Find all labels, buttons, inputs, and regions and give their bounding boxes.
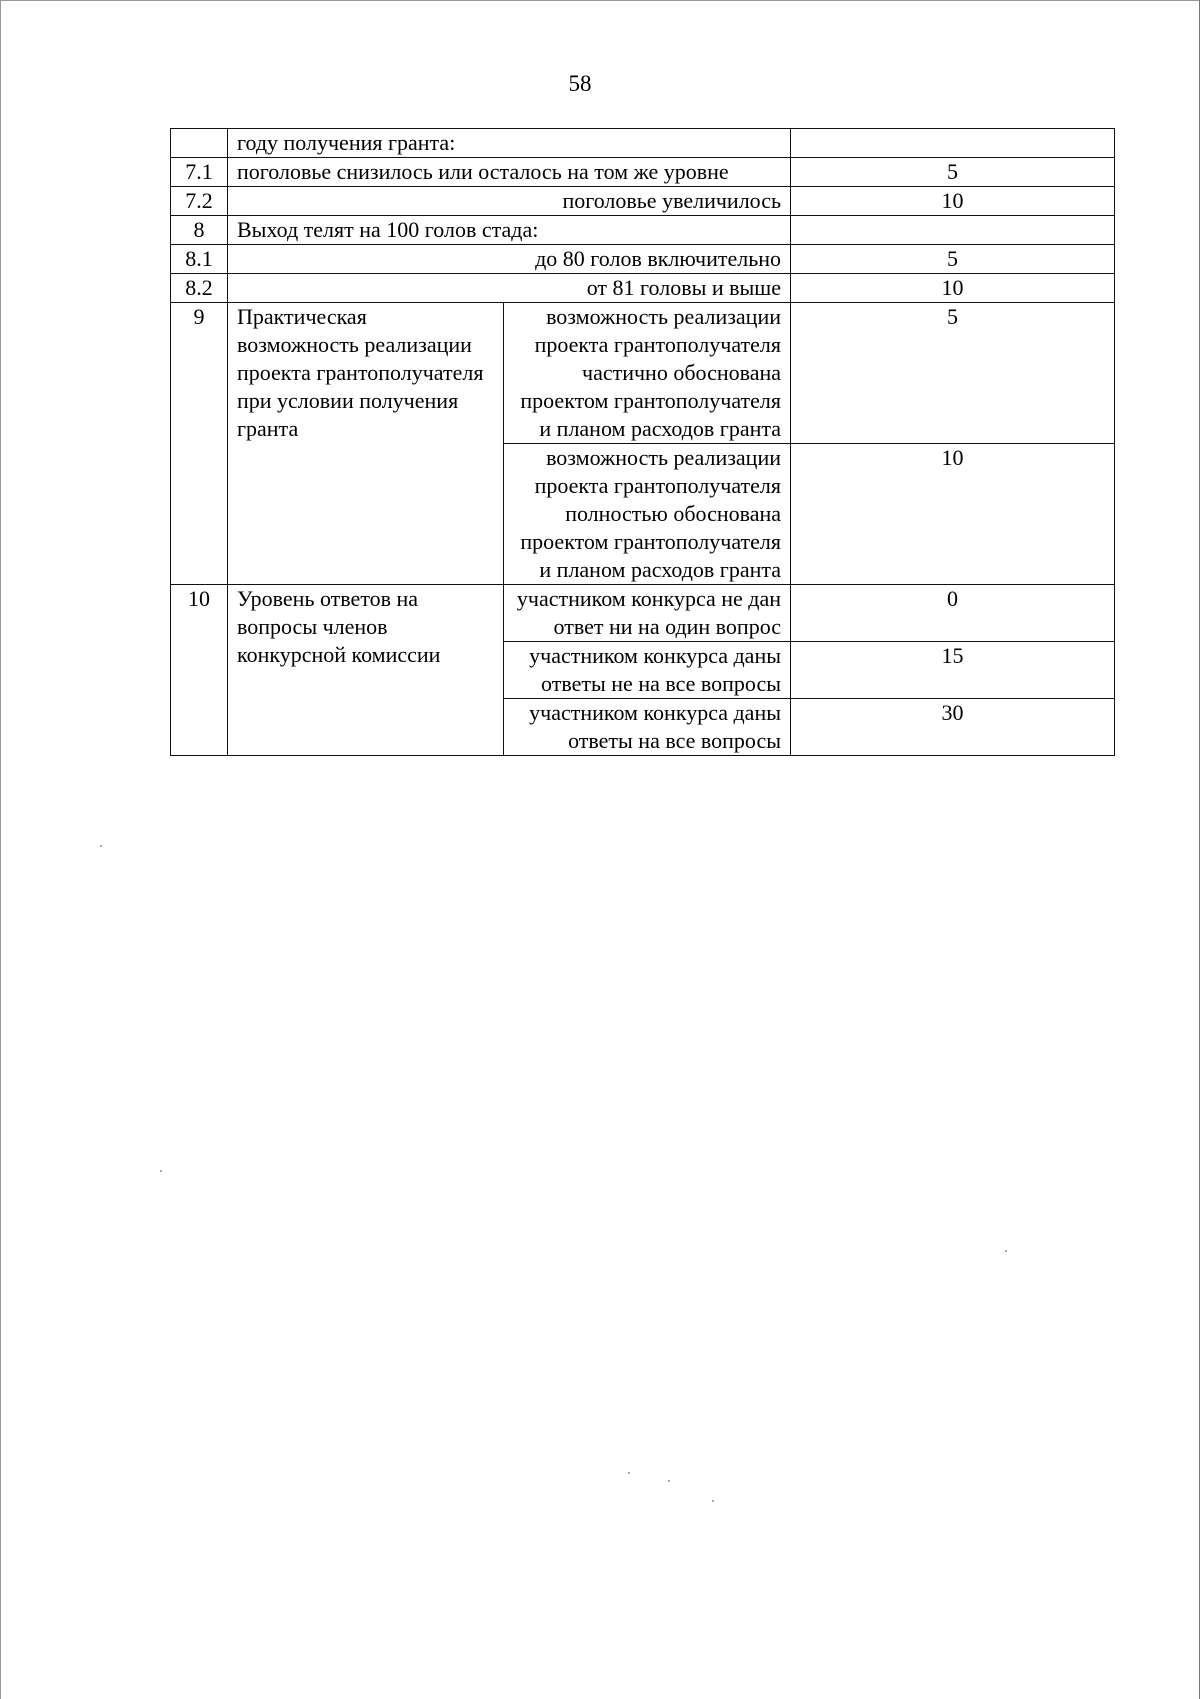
grant-criteria-table bbox=[170, 128, 1115, 756]
row-text: от 81 головы и выше bbox=[228, 274, 791, 303]
option-points: 10 bbox=[791, 444, 1115, 585]
scan-speck bbox=[668, 1480, 670, 1482]
criterion-text: Практическая возможность реализации проекта грантополучателя при условии получения гранта bbox=[228, 303, 504, 585]
row-number: 9 bbox=[171, 303, 228, 585]
row-text: поголовье увеличилось bbox=[228, 187, 791, 216]
scan-speck bbox=[160, 1170, 162, 1172]
row-number: 8 bbox=[171, 216, 228, 245]
row-number: 7.1 bbox=[171, 158, 228, 187]
option-points: 15 bbox=[791, 642, 1115, 699]
row-number bbox=[171, 129, 228, 158]
row-points: 10 bbox=[791, 187, 1115, 216]
scan-speck bbox=[712, 1500, 714, 1502]
scan-edge-top bbox=[0, 0, 1200, 1]
table-row bbox=[171, 245, 1115, 274]
table-row bbox=[171, 129, 1115, 158]
row-text: Выход телят на 100 голов стада: bbox=[228, 216, 791, 245]
row-number: 8.2 bbox=[171, 274, 228, 303]
option-points: 0 bbox=[791, 585, 1115, 642]
row-points bbox=[791, 216, 1115, 245]
table-row bbox=[171, 187, 1115, 216]
row-number: 7.2 bbox=[171, 187, 228, 216]
row-points bbox=[791, 129, 1115, 158]
scan-speck bbox=[100, 845, 102, 847]
table-row bbox=[171, 158, 1115, 187]
scan-speck bbox=[628, 1472, 630, 1474]
table-row bbox=[171, 216, 1115, 245]
table-row bbox=[171, 585, 1115, 642]
row-points: 5 bbox=[791, 158, 1115, 187]
row-points: 5 bbox=[791, 245, 1115, 274]
row-text: году получения гранта: bbox=[228, 129, 791, 158]
table-row bbox=[171, 303, 1115, 444]
option-text: участником конкурса даны ответы на все вопросы bbox=[504, 699, 791, 756]
option-text: возможность реализации проекта грантополучателя частично обоснована проектом грантополучателя и планом расходов гранта bbox=[504, 303, 791, 444]
row-text: до 80 голов включительно bbox=[228, 245, 791, 274]
row-text: поголовье снизилось или осталось на том же уровне bbox=[228, 158, 791, 187]
row-number: 10 bbox=[171, 585, 228, 756]
table-row bbox=[171, 274, 1115, 303]
scan-speck bbox=[1005, 1250, 1007, 1252]
scan-edge-left bbox=[0, 0, 1, 1699]
row-points: 10 bbox=[791, 274, 1115, 303]
option-text: возможность реализации проекта грантополучателя полностью обоснована проектом грантополучателя и планом расходов гранта bbox=[504, 444, 791, 585]
criterion-text: Уровень ответов на вопросы членов конкурсной комиссии bbox=[228, 585, 504, 756]
option-points: 5 bbox=[791, 303, 1115, 444]
page-number: 58 bbox=[568, 71, 592, 96]
option-text: участником конкурса не дан ответ ни на один вопрос bbox=[504, 585, 791, 642]
option-points: 30 bbox=[791, 699, 1115, 756]
option-text: участником конкурса даны ответы не на все вопросы bbox=[504, 642, 791, 699]
row-number: 8.1 bbox=[171, 245, 228, 274]
